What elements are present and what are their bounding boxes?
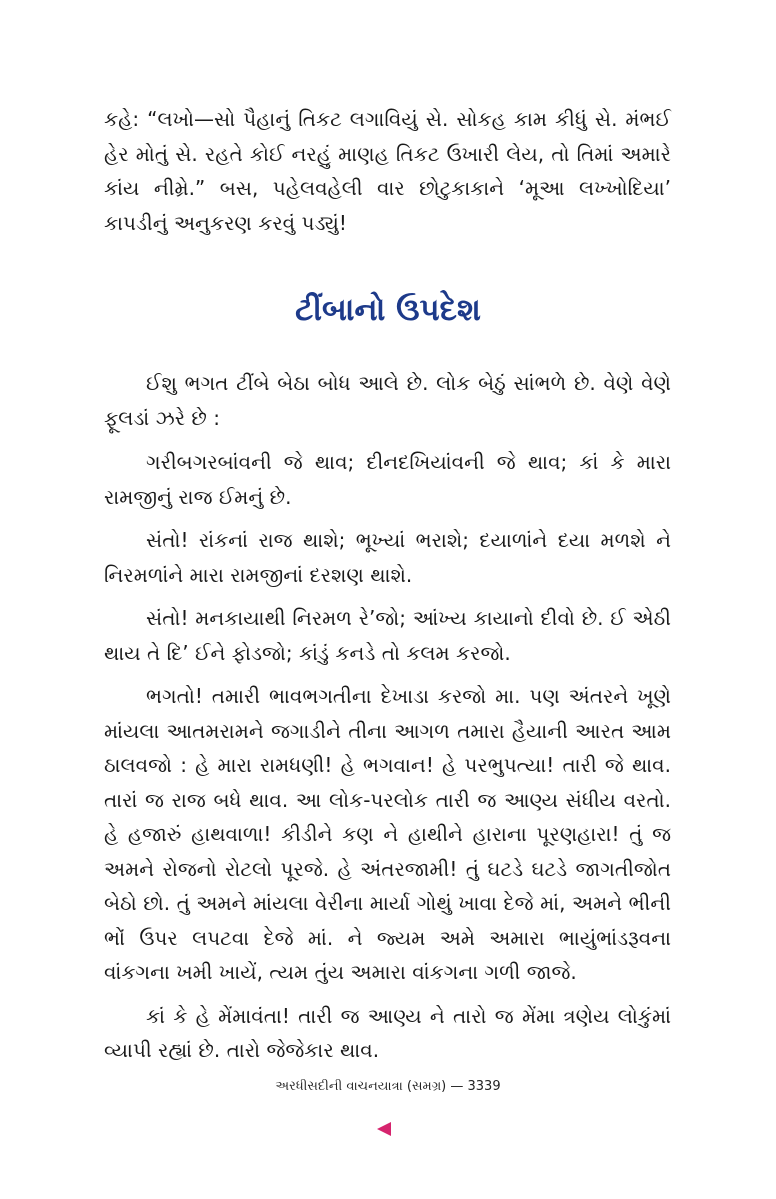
body-paragraph: ગરીબગરબાંવની જે થાવ; દીનદખિયાંવની જે થાવ; કાં કે મારા રામજીનું રાજ ઈમનું છે. — [104, 450, 671, 509]
page-footer: અરધીસદીની વાચનયાત્રા (સમગ્ર) — 3339 — [275, 1079, 501, 1094]
section-title: ટીંબાનો ઉપદેશ — [295, 292, 481, 328]
previous-page-icon[interactable] — [377, 1122, 391, 1136]
sermon-body — [104, 366, 671, 1077]
body-paragraph: કાં કે હે મેંમાવંતા! તારી જ આણ્ય ને તારો જ મેંમા ત્રણેય લોકુંમાં વ્યાપી રહ્યાં છે. તારો જેજેકાર થાવ. — [104, 1003, 671, 1062]
body-paragraph: સંતો! મનકાયાથી નિરમળ રે’જો; આંખ્ય કાયાનો દીવો છે. ઈ એઠી થાય તે દિ’ ઈને ફોડજો; કાંડું કનડે તો કલમ કરજો. — [104, 606, 671, 665]
body-paragraph: ઈશુ ભગત ટીંબે બેઠા બોધ આલે છે. લોક બેઠું સાંભળે છે. વેણે વેણે ફૂલડાં ઝરે છે : — [104, 371, 671, 430]
body-paragraph: ભગતો! તમારી ભાવભગતીના દેખાડા કરજો મા. પણ અંતરને ખૂણે માંયલા આતમરામને જગાડીને તીના આગળ તમારા હૈયાની આરત આમ ઠાલવજો : હે મારા રામધણી! હે ભગવાન! હે પરભુપત્યા! તારી જે થાવ. તારાં જ રાજ બધે થાવ. આ લોક-પરલોક તારી જ આણ્ય સંધીય વરતો. હે હજારું હાથવાળા! કીડીને કણ ને હાથીને હારાના પૂરણહારા! તું જ અમને રોજનો રોટલો પૂરજે. હે અંતરજામી! તું ઘટડે ઘટડે જાગતીજોત બેઠો છો. તું અમને માંયલા વેરીના માર્યા ગોથું ખાવા દેજે માં, અમને ભીની ભોં ઉપર લપટવા દેજે માં. ને જ્યમ અમે અમારા ભાયુંભાંડરૂવના વાંકગના ખમી ખાયેં, ત્યમ તુંય અમારા વાંકગના ગળી જાજે. — [104, 684, 671, 984]
body-paragraph: સંતો! રાંકનાં રાજ થાશે; ભૂખ્યાં ભરાશે; દયાળાંને દયા મળશે ને નિરમળાંને મારા રામજીનાં દરશણ થાશે. — [104, 528, 671, 587]
intro-paragraph: કહે: “લખો—સો પૈહાનું તિકટ લગાવિયું સે. સોકહ કામ કીધું સે. મંભઈ હેર મોતું સે. રહતે કોઈ નરહું માણહ તિકટ ઉખારી લેય, તો તિમાં અમારે કાંય નીમ્રે.” બસ, પહેલવહેલી વાર છોટુકાકાને ‘મૂઆ લખ્ખોદિયા’ કાપડીનું અનુકરણ કરવું પડ્યું! — [104, 107, 671, 235]
intro-block — [104, 102, 671, 240]
